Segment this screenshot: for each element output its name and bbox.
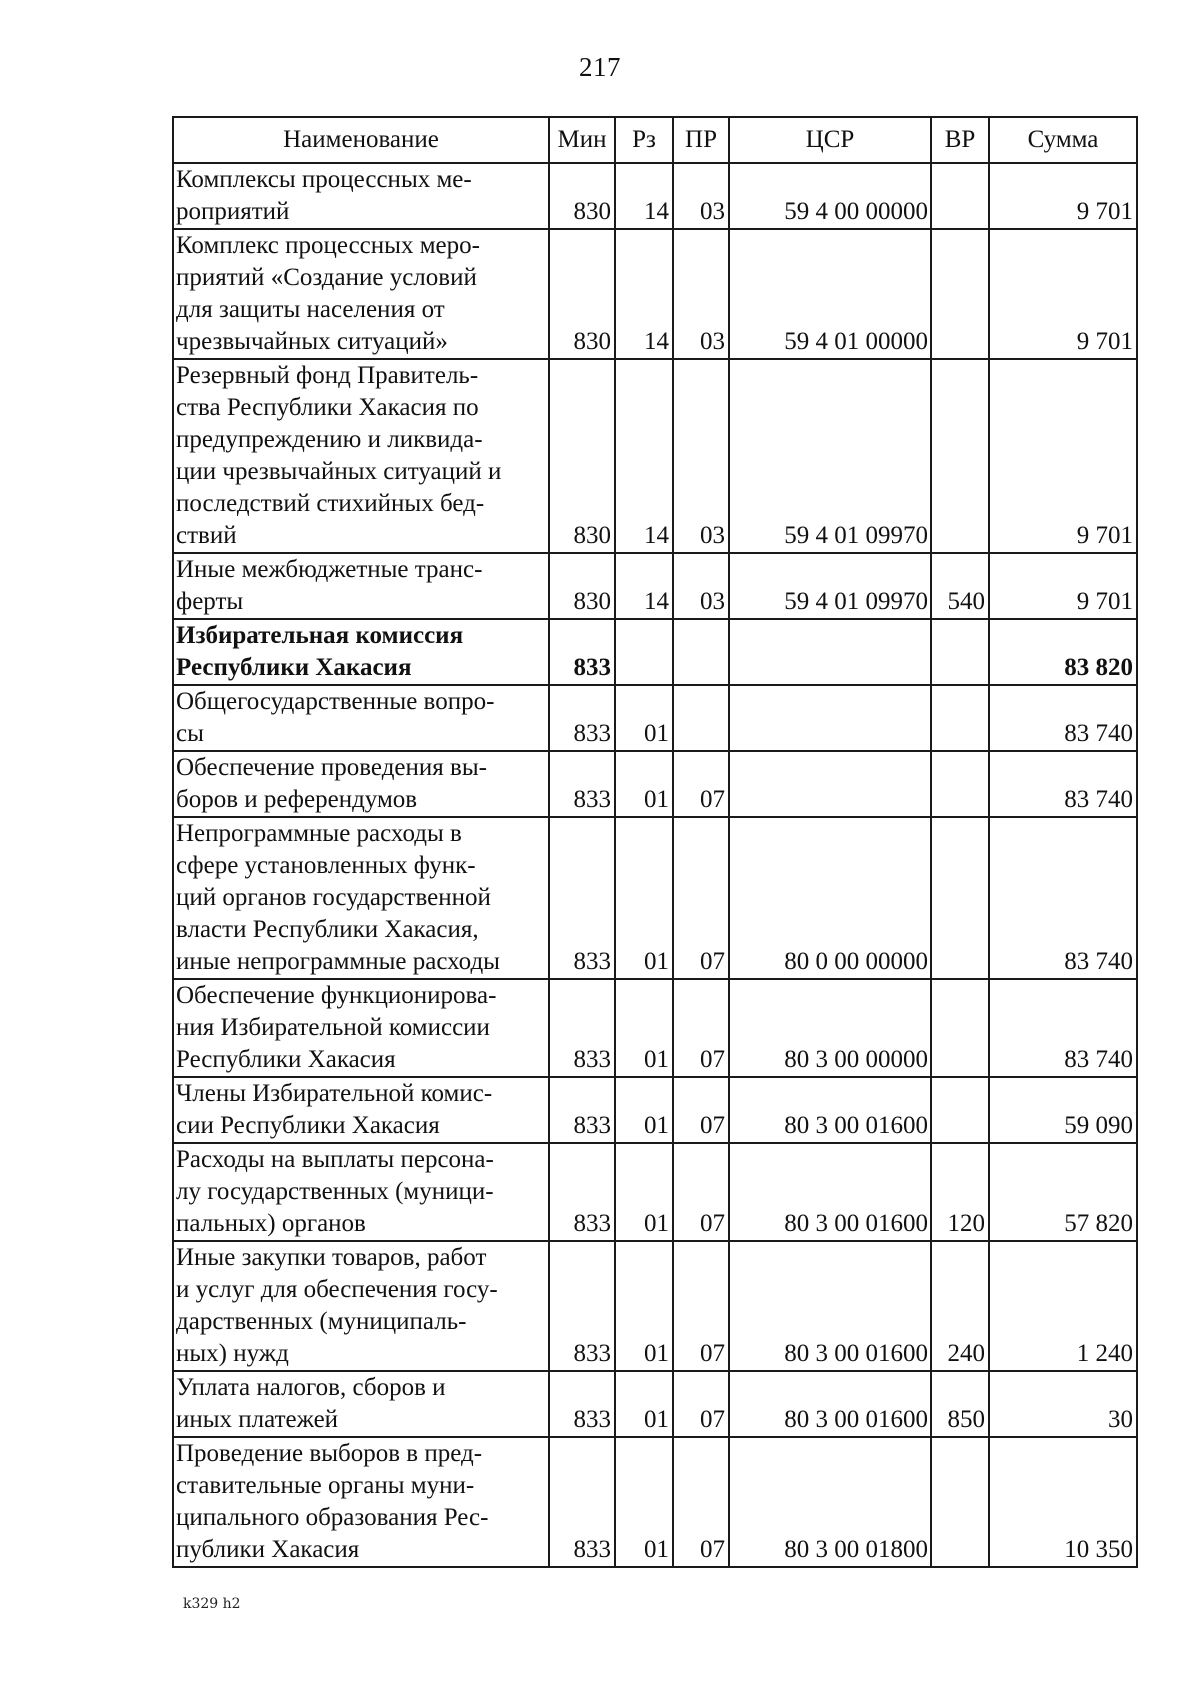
table-row — [173, 979, 1137, 1077]
row-rz: 01 — [615, 817, 673, 979]
row-vr — [931, 751, 989, 817]
row-pr: 07 — [673, 1143, 729, 1241]
row-sum: 9 701 — [989, 359, 1137, 553]
row-sum: 9 701 — [989, 553, 1137, 619]
row-csr — [729, 751, 931, 817]
row-name-line: Общегосударственные вопро- — [176, 688, 495, 715]
row-name-line: роприятий — [176, 198, 290, 225]
row-name-line: чрезвычайных ситуаций» — [176, 328, 448, 355]
row-rz — [615, 619, 673, 685]
row-sum: 83 740 — [989, 817, 1137, 979]
row-sum: 30 — [989, 1371, 1137, 1437]
row-min: 833 — [549, 751, 615, 817]
row-name-line: ния Избирательной комиссии — [176, 1014, 490, 1041]
row-name — [173, 1077, 549, 1143]
row-name — [173, 229, 549, 359]
row-min: 833 — [549, 817, 615, 979]
header-rz: Рз — [615, 117, 673, 163]
row-vr: 850 — [931, 1371, 989, 1437]
row-vr — [931, 1437, 989, 1567]
row-sum: 83 740 — [989, 751, 1137, 817]
row-name-line: ставительные органы муни- — [176, 1472, 475, 1499]
row-name-line: приятий «Создание условий — [176, 264, 477, 291]
row-rz: 01 — [615, 1143, 673, 1241]
row-min: 830 — [549, 359, 615, 553]
row-name-line: пальных) органов — [176, 1210, 366, 1237]
row-min: 830 — [549, 553, 615, 619]
row-rz: 01 — [615, 1241, 673, 1371]
row-vr: 540 — [931, 553, 989, 619]
row-name-line: ных) нужд — [176, 1340, 289, 1367]
row-vr — [931, 359, 989, 553]
row-name-line: и услуг для обеспечения госу- — [176, 1276, 498, 1303]
row-csr: 80 3 00 01600 — [729, 1371, 931, 1437]
row-sum: 83 740 — [989, 685, 1137, 751]
row-name-line: иные непрограммные расходы — [176, 948, 500, 975]
row-pr: 07 — [673, 1437, 729, 1567]
row-vr — [931, 979, 989, 1077]
row-vr: 120 — [931, 1143, 989, 1241]
table-row — [173, 751, 1137, 817]
row-csr: 80 0 00 00000 — [729, 817, 931, 979]
row-csr: 80 3 00 00000 — [729, 979, 931, 1077]
row-sum: 57 820 — [989, 1143, 1137, 1241]
table-row — [173, 1241, 1137, 1371]
table-row — [173, 817, 1137, 979]
row-name-line: Иные межбюджетные транс- — [176, 556, 483, 583]
row-sum: 83 740 — [989, 979, 1137, 1077]
row-min: 830 — [549, 163, 615, 229]
row-pr — [673, 619, 729, 685]
table-body — [173, 163, 1137, 1567]
header-name: Наименование — [173, 117, 549, 163]
row-name-line: последствий стихийных бед- — [176, 490, 485, 517]
header-csr: ЦСР — [729, 117, 931, 163]
row-rz: 01 — [615, 979, 673, 1077]
row-csr — [729, 685, 931, 751]
row-rz: 01 — [615, 685, 673, 751]
header-sum: Сумма — [989, 117, 1137, 163]
table-row — [173, 359, 1137, 553]
row-name-line: сфере установленных функ- — [176, 852, 476, 879]
row-sum: 1 240 — [989, 1241, 1137, 1371]
row-rz: 14 — [615, 163, 673, 229]
row-name-line: Республики Хакасия — [176, 1046, 396, 1073]
row-name — [173, 163, 549, 229]
row-pr: 07 — [673, 979, 729, 1077]
row-csr: 59 4 01 00000 — [729, 229, 931, 359]
footer-code: k329 h2 — [183, 1596, 241, 1612]
row-vr — [931, 817, 989, 979]
row-pr: 03 — [673, 229, 729, 359]
row-name-line: лу государственных (муници- — [176, 1178, 494, 1205]
row-min: 833 — [549, 1077, 615, 1143]
row-rz: 14 — [615, 553, 673, 619]
row-sum: 9 701 — [989, 163, 1137, 229]
row-sum: 59 090 — [989, 1077, 1137, 1143]
row-name — [173, 553, 549, 619]
row-csr: 80 3 00 01600 — [729, 1143, 931, 1241]
row-name — [173, 1143, 549, 1241]
row-name-line: власти Республики Хакасия, — [176, 916, 479, 943]
row-rz: 01 — [615, 1437, 673, 1567]
row-min: 833 — [549, 1241, 615, 1371]
row-name-line: сы — [176, 720, 204, 747]
row-pr: 03 — [673, 553, 729, 619]
row-name-line: для защиты населения от — [176, 296, 445, 323]
row-name — [173, 1371, 549, 1437]
row-vr — [931, 229, 989, 359]
row-name-line: ций органов государственной — [176, 884, 491, 911]
row-name-line: Члены Избирательной комис- — [176, 1080, 493, 1107]
table-row — [173, 1143, 1137, 1241]
table-row — [173, 1437, 1137, 1567]
row-min: 833 — [549, 1143, 615, 1241]
header-pr: ПР — [673, 117, 729, 163]
row-name — [173, 979, 549, 1077]
row-name-line: Уплата налогов, сборов и — [176, 1374, 446, 1401]
row-pr: 07 — [673, 1371, 729, 1437]
row-pr — [673, 685, 729, 751]
row-rz: 14 — [615, 359, 673, 553]
row-rz: 01 — [615, 751, 673, 817]
row-name-line: Обеспечение проведения вы- — [176, 754, 487, 781]
row-csr: 59 4 01 09970 — [729, 359, 931, 553]
row-vr — [931, 163, 989, 229]
row-min: 833 — [549, 619, 615, 685]
row-name-line: ципального образования Рес- — [176, 1504, 489, 1531]
page-number: 217 — [579, 52, 621, 82]
row-rz: 01 — [615, 1077, 673, 1143]
row-sum: 10 350 — [989, 1437, 1137, 1567]
table-row — [173, 163, 1137, 229]
row-name-line: Расходы на выплаты персона- — [176, 1146, 494, 1173]
row-name — [173, 1437, 549, 1567]
row-sum: 9 701 — [989, 229, 1137, 359]
row-name-line: Проведение выборов в пред- — [176, 1440, 483, 1467]
row-rz: 14 — [615, 229, 673, 359]
table-row — [173, 553, 1137, 619]
row-csr — [729, 619, 931, 685]
header-vr: ВР — [931, 117, 989, 163]
row-vr — [931, 685, 989, 751]
row-name — [173, 1241, 549, 1371]
row-csr: 80 3 00 01600 — [729, 1077, 931, 1143]
row-name-line: ствий — [176, 522, 237, 549]
row-name-line: Комплексы процессных ме- — [176, 166, 472, 193]
row-pr: 07 — [673, 817, 729, 979]
row-name — [173, 685, 549, 751]
row-min: 833 — [549, 979, 615, 1077]
header-min: Мин — [549, 117, 615, 163]
row-pr: 07 — [673, 1241, 729, 1371]
row-pr: 03 — [673, 359, 729, 553]
row-name — [173, 359, 549, 553]
row-name-line: иных платежей — [176, 1406, 339, 1433]
row-pr: 03 — [673, 163, 729, 229]
row-name — [173, 619, 549, 685]
row-name-line: Избирательная комиссия — [176, 622, 464, 649]
row-name-line: Непрограммные расходы в — [176, 820, 462, 847]
row-csr: 80 3 00 01600 — [729, 1241, 931, 1371]
row-min: 833 — [549, 685, 615, 751]
row-name — [173, 817, 549, 979]
row-name-line: ферты — [176, 588, 244, 615]
row-min: 830 — [549, 229, 615, 359]
table-row — [173, 685, 1137, 751]
row-name-line: сии Республики Хакасия — [176, 1112, 440, 1139]
row-pr: 07 — [673, 751, 729, 817]
row-name-line: Резервный фонд Правитель- — [176, 362, 479, 389]
table-row — [173, 229, 1137, 359]
row-name-line: Обеспечение функционирова- — [176, 982, 497, 1009]
row-pr: 07 — [673, 1077, 729, 1143]
table-row — [173, 1077, 1137, 1143]
row-vr: 240 — [931, 1241, 989, 1371]
row-csr: 59 4 00 00000 — [729, 163, 931, 229]
row-name-line: ства Республики Хакасия по — [176, 394, 479, 421]
row-name-line: ции чрезвычайных ситуаций и — [176, 458, 502, 485]
row-name-line: Республики Хакасия — [176, 654, 412, 681]
row-name-line: Комплекс процессных меро- — [176, 232, 480, 259]
row-name-line: Иные закупки товаров, работ — [176, 1244, 487, 1271]
row-name-line: дарственных (муниципаль- — [176, 1308, 467, 1335]
row-sum: 83 820 — [989, 619, 1137, 685]
budget-table — [172, 116, 1138, 1568]
row-rz: 01 — [615, 1371, 673, 1437]
row-vr — [931, 619, 989, 685]
row-csr: 59 4 01 09970 — [729, 553, 931, 619]
row-csr: 80 3 00 01800 — [729, 1437, 931, 1567]
row-min: 833 — [549, 1437, 615, 1567]
row-min: 833 — [549, 1371, 615, 1437]
row-name-line: публики Хакасия — [176, 1536, 360, 1563]
row-name-line: предупреждению и ликвида- — [176, 426, 483, 453]
table-header-row — [173, 117, 1137, 163]
table-row — [173, 1371, 1137, 1437]
row-name-line: боров и референдумов — [176, 786, 418, 813]
row-vr — [931, 1077, 989, 1143]
row-name — [173, 751, 549, 817]
table-row — [173, 619, 1137, 685]
